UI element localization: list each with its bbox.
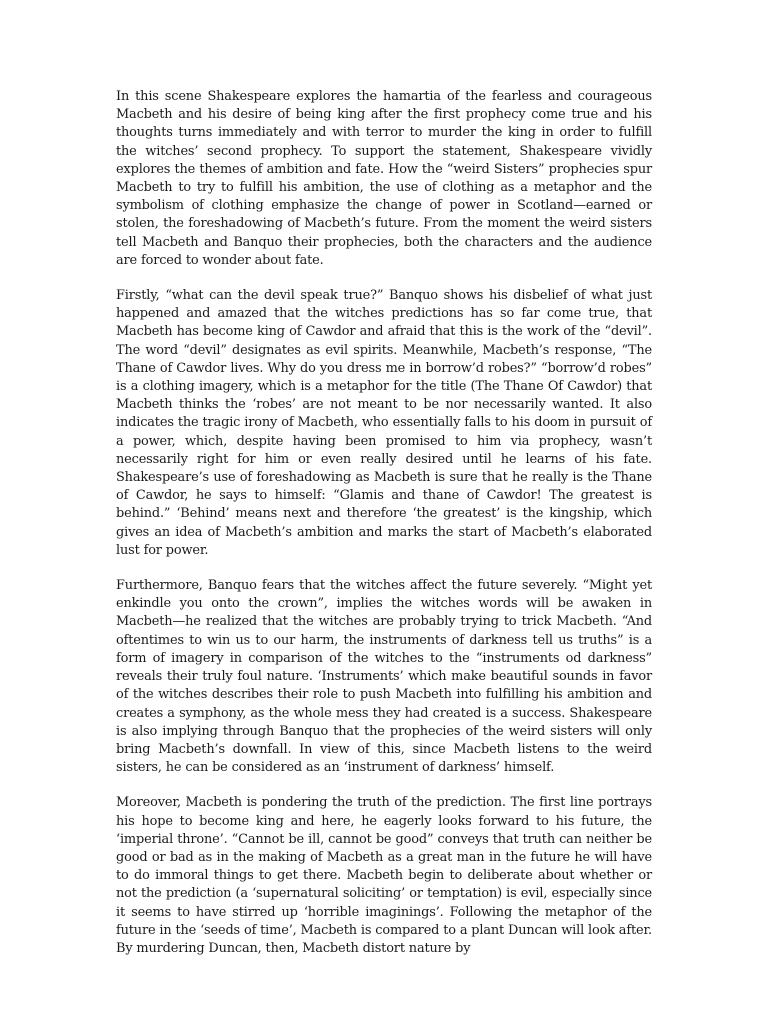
paragraph-furthermore: Furthermore, Banquo fears that the witches affect the future severely. “Might yet enkindle you onto the crown”, implies the witches words will be awaken in Macbeth—he realized that the witches are probably trying to trick Macbeth. “And oftentimes to win us to our harm, the instruments of darkness tell us truths” is a form of imagery in comparison of the witches to the “instruments od darkness” reveals their truly foul nature. ‘Instruments’ which make beautiful sounds in favor of the witches describes their role to push Macbeth into fulfilling his ambition and creates a symphony, as the whole mess they had created is a success. Shakespeare is also implying through Banquo that the prophecies of the weird sisters will only bring Macbeth’s downfall. In view of this, since Macbeth listens to the weird sisters, he can be considered as an ‘instrument of darkness’ himself. xyxy=(116,578,652,776)
paragraph-firstly: Firstly, “what can the devil speak true?” Banquo shows his disbelief of what just happened and amazed that the witches predictions has so far come true, that Macbeth has become king of Cawdor and afraid that this is the work of the “devil”. The word “devil” designates as evil spirits. Meanwhile, Macbeth’s response, “The Thane of Cawdor lives. Why do you dress me in borrow’d robes?” “borrow’d robes” is a clothing imagery, which is a metaphor for the title (The Thane Of Cawdor) that Macbeth thinks the ‘robes’ are not meant to be nor necessarily wanted. It also indicates the tragic irony of Macbeth, who essentially falls to his doom in pursuit of a power, which, despite having been promised to him via prophecy, wasn’t necessarily right for him or even really desired until he learns of his fate. Shakespeare’s use of foreshadowing as Macbeth is sure that he really is the Thane of Cawdor, he says to himself: “Glamis and thane of Cawdor! The greatest is behind.” ‘Behind’ means next and therefore ‘the greatest’ is the kingship, which gives an idea of Macbeth’s ambition and marks the start of Macbeth’s elaborated lust for power. xyxy=(116,288,652,558)
paragraph-moreover: Moreover, Macbeth is pondering the truth of the prediction. The first line portrays his hope to become king and here, he eagerly looks forward to his future, the ‘imperial throne’. “Cannot be ill, cannot be good” conveys that truth can neither be good or bad as in the making of Macbeth as a great man in the future he will have to do immoral things to get there. Macbeth begin to deliberate about whether or not the prediction (a ‘supernatural soliciting’ or temptation) is evil, especially since it seems to have stirred up ‘horrible imaginings’. Following the metaphor of the future in the ‘seeds of time’, Macbeth is compared to a plant Duncan will look after. By murdering Duncan, then, Macbeth distort nature by xyxy=(116,795,652,956)
paragraph-intro: In this scene Shakespeare explores the hamartia of the fearless and courageous Macbeth and his desire of being king after the first prophecy come true and his thoughts turns immediately and with terror to murder the king in order to fulfill the witches’ second prophecy. To support the statement, Shakespeare vividly explores the themes of ambition and fate. How the “weird Sisters” prophecies spur Macbeth to try to fulfill his ambition, the use of clothing as a metaphor and the symbolism of clothing emphasize the change of power in Scotland—earned or stolen, the foreshadowing of Macbeth’s future. From the moment the weird sisters tell Macbeth and Banquo their prophecies, both the characters and the audience are forced to wonder about fate. xyxy=(116,89,652,268)
document-page xyxy=(116,88,652,958)
